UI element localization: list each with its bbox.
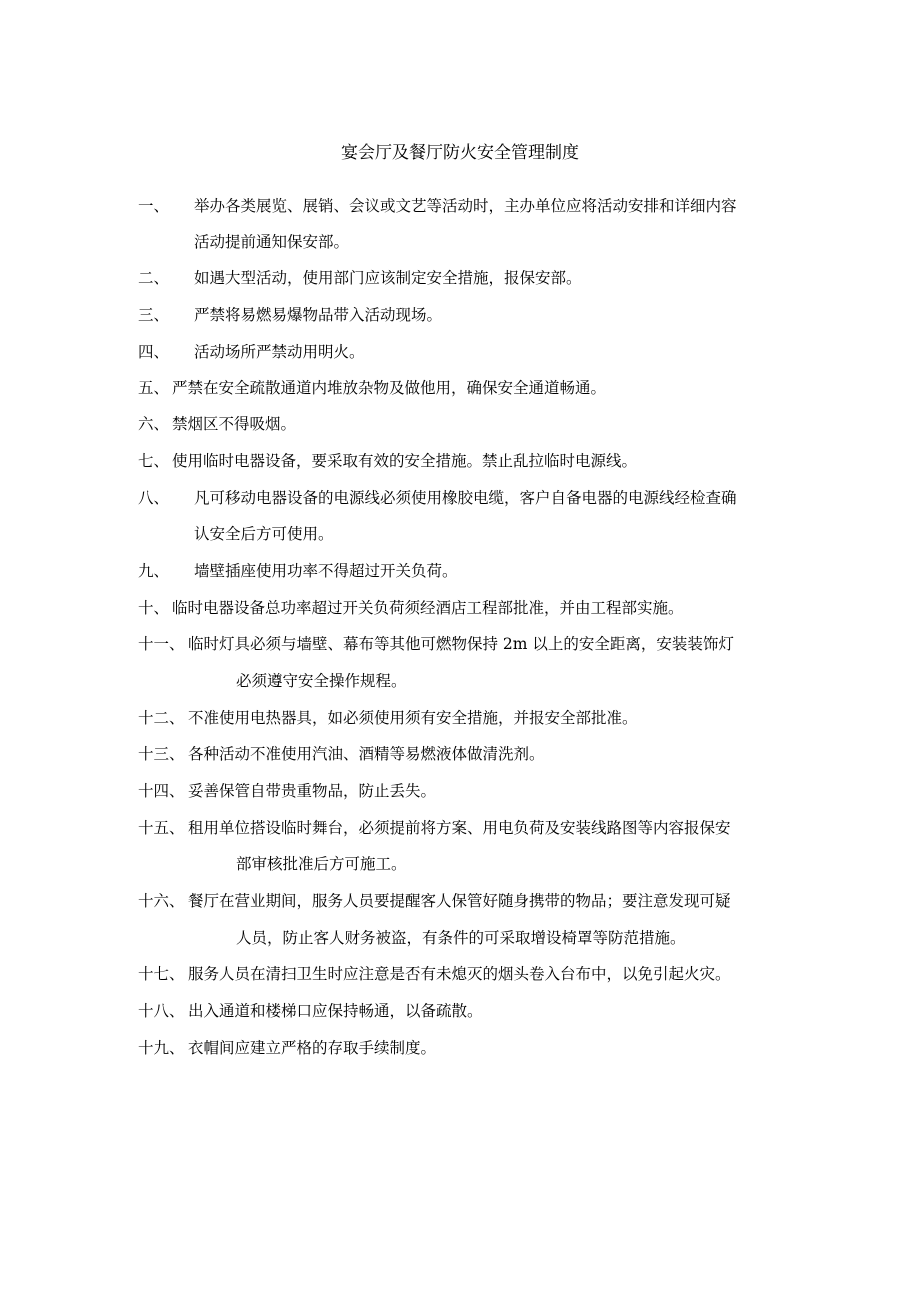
item-16-number: 十六、 bbox=[138, 892, 185, 910]
item-10-line-1: 临时电器设备总功率超过开关负荷须经酒店工程部批准，并由工程部实施。 bbox=[172, 599, 684, 617]
item-6-number: 六、 bbox=[138, 415, 170, 433]
item-10-number: 十、 bbox=[138, 599, 170, 617]
item-15-number: 十五、 bbox=[138, 819, 185, 837]
item-5-line-1: 严禁在安全疏散通道内堆放杂物及做他用，确保安全通道畅通。 bbox=[172, 379, 607, 397]
item-16-line-1: 餐厅在营业期间，服务人员要提醒客人保管好随身携带的物品；要注意发现可疑 bbox=[188, 892, 731, 910]
item-1-line-2: 活动提前通知保安部。 bbox=[194, 233, 350, 251]
item-11-number: 十一、 bbox=[138, 635, 185, 653]
item-11-line-2: 必须遵守安全操作规程。 bbox=[236, 672, 407, 690]
item-4-line-1: 活动场所严禁动用明火。 bbox=[194, 343, 365, 361]
item-1-line-1: 举办各类展览、展销、会议或文艺等活动时，主办单位应将活动安排和详细内容 bbox=[194, 197, 737, 215]
item-5-number: 五、 bbox=[138, 379, 170, 397]
item-15-line-2: 部审核批准后方可施工。 bbox=[236, 855, 407, 873]
item-15-line-1: 租用单位搭设临时舞台，必须提前将方案、用电负荷及安装线路图等内容报保安 bbox=[188, 819, 731, 837]
item-13-line-1: 各种活动不准使用汽油、酒精等易燃液体做清洗剂。 bbox=[188, 745, 545, 763]
item-9-number: 九、 bbox=[138, 562, 170, 580]
item-18-number: 十八、 bbox=[138, 1002, 185, 1020]
item-8-line-2: 认安全后方可使用。 bbox=[194, 525, 334, 543]
item-3-line-1: 严禁将易燃易爆物品带入活动现场。 bbox=[194, 306, 443, 324]
item-14-line-1: 妥善保管自带贵重物品，防止丢失。 bbox=[188, 782, 437, 800]
item-13-number: 十三、 bbox=[138, 745, 185, 763]
item-18-line-1: 出入通道和楼梯口应保持畅通，以备疏散。 bbox=[188, 1002, 483, 1020]
item-7-number: 七、 bbox=[138, 452, 170, 470]
item-4-number: 四、 bbox=[138, 343, 170, 361]
item-16-line-2: 人员，防止客人财务被盗，有条件的可采取增设椅罩等防范措施。 bbox=[236, 929, 686, 947]
item-2-number: 二、 bbox=[138, 269, 170, 287]
item-12-line-1: 不准使用电热器具，如必须使用须有安全措施，并报安全部批准。 bbox=[188, 709, 638, 727]
item-19-number: 十九、 bbox=[138, 1039, 185, 1057]
item-14-number: 十四、 bbox=[138, 782, 185, 800]
item-17-number: 十七、 bbox=[138, 965, 185, 983]
item-3-number: 三、 bbox=[138, 306, 170, 324]
item-12-number: 十二、 bbox=[138, 709, 185, 727]
item-9-line-1: 墙壁插座使用功率不得超过开关负荷。 bbox=[194, 562, 458, 580]
item-8-number: 八、 bbox=[138, 489, 170, 507]
item-7-line-1: 使用临时电器设备，要采取有效的安全措施。禁止乱拉临时电源线。 bbox=[172, 452, 638, 470]
item-1-number: 一、 bbox=[138, 197, 170, 215]
item-2-line-1: 如遇大型活动，使用部门应该制定安全措施，报保安部。 bbox=[194, 269, 582, 287]
item-8-line-1: 凡可移动电器设备的电源线必须使用橡胶电缆，客户自备电器的电源线经检查确 bbox=[194, 489, 737, 507]
item-11-line-1: 临时灯具必须与墙壁、幕布等其他可燃物保持 2m 以上的安全距离，安装装饰灯 bbox=[188, 635, 734, 653]
item-6-line-1: 禁烟区不得吸烟。 bbox=[172, 415, 297, 433]
item-19-line-1: 衣帽间应建立严格的存取手续制度。 bbox=[188, 1039, 437, 1057]
item-17-line-1: 服务人员在清扫卫生时应注意是否有未熄灭的烟头卷入台布中，以免引起火灾。 bbox=[188, 965, 731, 983]
document-title: 宴会厅及餐厅防火安全管理制度 bbox=[341, 143, 579, 163]
